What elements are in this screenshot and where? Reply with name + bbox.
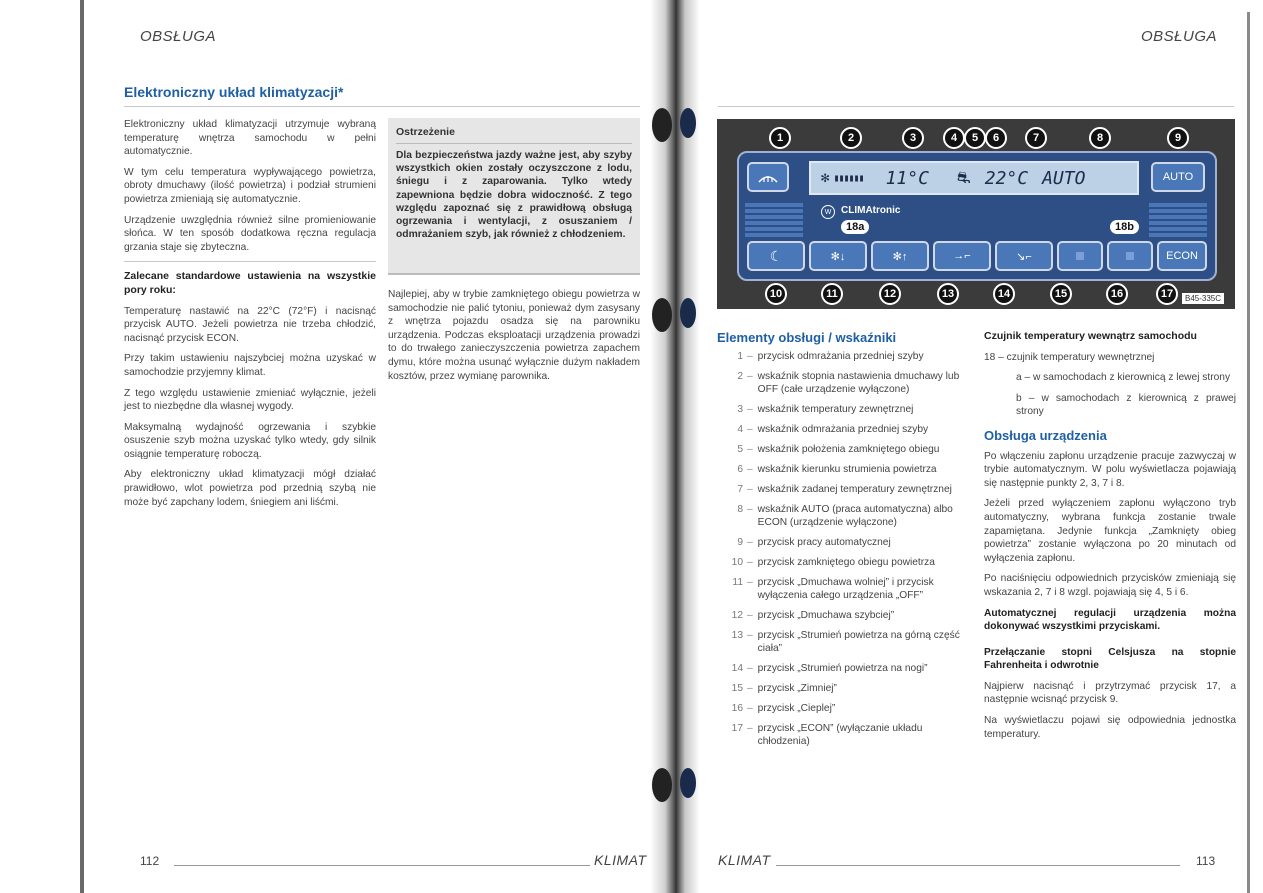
- callout-number: 3: [902, 127, 924, 149]
- airflow-feet-icon: ↘⌐: [1016, 250, 1032, 263]
- paragraph: Na wyświetlaczu pojawi się odpowiednia jednostka temperatury.: [984, 715, 1236, 740]
- warning-divider: [396, 143, 632, 144]
- label-18b: 18b: [1110, 220, 1139, 234]
- callout-number: 9: [1167, 127, 1189, 149]
- callout-number: 10: [765, 283, 787, 305]
- bold-paragraph: Automatycznej regulacji urządzenia można dokonywać wszystkimi przyciskami.: [984, 607, 1236, 633]
- airflow-upper-body-button[interactable]: [933, 241, 991, 271]
- warmer-button[interactable]: [1107, 241, 1153, 271]
- callout-number: 11: [821, 283, 843, 305]
- left-column-1: [124, 118, 376, 516]
- right-air-vent: [1149, 203, 1207, 237]
- footer-rule: [776, 865, 1180, 866]
- footer-rule: [174, 865, 590, 866]
- binder-hole: [652, 768, 672, 802]
- callout-number: 5: [964, 127, 986, 149]
- list-item: 17 – przycisk „ECON” (wyłączanie układu chłodzenia): [731, 723, 923, 747]
- callout-number: 7: [1025, 127, 1047, 149]
- paragraph: Jeżeli przed wyłączeniem zapłonu wyłączono tryb automatyczny, wybrana funkcja zostanie trwale zapamiętana. Jedynie funkcja „Zamknięty obieg powietrza” zostanie wyłączona po 20 minutach od wyłączenia zapłonu.: [984, 498, 1236, 564]
- list-item: 3 – wskaźnik temperatury zewnętrznej: [737, 404, 914, 415]
- list-item: 4 – wskaźnik odmrażania przedniej szyby: [737, 424, 929, 435]
- header-rule: [718, 106, 1234, 107]
- right-page-header: OBSŁUGA: [1141, 28, 1218, 45]
- callout-number: 15: [1050, 283, 1072, 305]
- operation-title: Obsługa urządzenia: [984, 427, 1107, 443]
- binder-hole: [680, 768, 696, 798]
- defrost-button[interactable]: [747, 162, 789, 192]
- airflow-upper-icon: →⌐: [953, 250, 971, 262]
- list-item: 6 – wskaźnik kierunku strumienia powietrza: [737, 464, 937, 475]
- paragraph: Aby elektroniczny układ klimatyzacji mógł działać prawidłowo, wlot powietrza pod przednią szybą nie może być zapchany lodem, śniegiem ani liśćmi.: [124, 469, 376, 508]
- callout-number: 1: [769, 127, 791, 149]
- list-item: 12 – przycisk „Dmuchawa szybciej”: [731, 610, 895, 621]
- fahrenheit-title: Przełączanie stopni Celsjusza na stopnie Fahrenheita i odwrotnie: [984, 646, 1236, 672]
- fan-slower-button[interactable]: [809, 241, 867, 271]
- paragraph: Najpierw nacisnąć i przytrzymać przycisk 17, a następnie wcisnąć przycisk 9.: [984, 680, 1236, 706]
- list-item: 7 – wskaźnik zadanej temperatury zewnętrznej: [737, 484, 952, 495]
- warmer-icon: [1126, 252, 1134, 260]
- vw-logo: W: [821, 205, 835, 219]
- warning-text: Dla bezpieczeństwa jazdy ważne jest, aby szyby wszystkich okien zostały oczyszczone z lodu, śniegu i z zaparowania. Tylko wtedy zapewniona będzie dobra widoczność. Z tego względu zapoznać się z prawidłową obsługą ogrzewania i wentylacji, z osuszaniem / odmrażaniem szyb, jak również z chłodzeniem.: [396, 150, 632, 241]
- label-18a: 18a: [841, 220, 869, 234]
- warning-box: [388, 118, 640, 275]
- brand-label: CLIMAtronic: [841, 205, 901, 216]
- list-item: 10 – przycisk zamkniętego obiegu powietrza: [731, 557, 935, 568]
- climatronic-panel-figure: [717, 119, 1235, 309]
- warning-title: Ostrzeżenie: [396, 126, 455, 138]
- fan-icon: ✻: [821, 170, 830, 186]
- list-item: 14 – przycisk „Strumień powietrza na nogi”: [731, 663, 928, 674]
- section-title: Elektroniczny układ klimatyzacji*: [124, 84, 344, 100]
- fan-up-icon: ✻↑: [892, 250, 908, 263]
- callout-number: 13: [937, 283, 959, 305]
- sensor-item-a: a – w samochodach z kierownicą z lewej strony: [1016, 372, 1231, 384]
- callout-number: 2: [840, 127, 862, 149]
- paragraph: Po naciśnięciu odpowiednich przycisków zmieniają się wskazania 2, 7 i 8 wzgl. pojawiają się 4, 5 i 6.: [984, 573, 1236, 598]
- sensor-item-b: b – w samochodach z kierownicą z prawej strony: [1016, 392, 1236, 418]
- fan-faster-button[interactable]: [871, 241, 929, 271]
- recirculation-button[interactable]: [747, 241, 805, 271]
- right-column: [984, 330, 1236, 748]
- mode-readout: AUTO: [1042, 167, 1086, 189]
- callout-number: 16: [1106, 283, 1128, 305]
- windshield-defrost-icon: [757, 170, 779, 184]
- callout-number: 6: [985, 127, 1007, 149]
- image-code: B45-335C: [1182, 293, 1224, 304]
- binder-hole: [652, 108, 672, 142]
- sensor-item: 18 – czujnik temperatury wewnętrznej: [984, 351, 1155, 363]
- auto-button[interactable]: AUTO: [1151, 162, 1205, 192]
- callout-number: 14: [993, 283, 1015, 305]
- sensor-title: Czujnik temperatury wewnątrz samochodu: [984, 330, 1197, 342]
- right-footer-title: KLIMAT: [718, 852, 771, 868]
- paragraph: Urządzenie uwzględnia również silne promieniowanie słońca. W ten sposób dodatkowa ręczna regulacja grzania staje się zbyteczna.: [124, 214, 376, 253]
- binder-hole: [652, 298, 672, 332]
- title-rule: [124, 106, 640, 107]
- left-air-vent: [745, 203, 803, 237]
- fan-down-icon: ✻↓: [830, 250, 846, 263]
- fan-level-bars: ▮▮▮▮▮▮: [833, 172, 864, 184]
- left-column-2: Najlepiej, aby w trybie zamkniętego obiegu powietrza w samochodzie nie palić tytoniu, ponieważ dym zasysany z wnętrza pojazdu osadza się na parowniku urządzenia. Podczas eksploatacji urządzenia prowadzi to do trwałego zanieczyszczenia powietrza zapachem dymu, które można usunąć wyłącznie dużym nakładem kosztów, przez wymianę parownika.: [388, 289, 640, 382]
- paragraph: Maksymalną wydajność ogrzewania i szybkie osuszenie szyb można uzyskać tylko wtedy, gdy silnik osiągnie temperaturę roboczą.: [124, 421, 376, 460]
- paragraph: Z tego względu ustawienie zmieniać wyłącznie, jeżeli jest to niezbędne dla własnej wygody.: [124, 387, 376, 413]
- divider: [124, 261, 376, 262]
- right-page-edge: [1247, 12, 1250, 893]
- paragraph: Elektroniczny układ klimatyzacji utrzymuje wybraną temperaturę wnętrza samochodu w pełni automatycznie.: [124, 119, 376, 158]
- list-item: 2 – wskaźnik stopnia nastawienia dmuchawy lub OFF (całe urządzenie wyłączone): [737, 371, 960, 395]
- colder-button[interactable]: [1057, 241, 1103, 271]
- subheading: Zalecane standardowe ustawienia na wszystkie pory roku:: [124, 270, 376, 296]
- list-item: 1 – przycisk odmrażania przedniej szyby: [737, 351, 924, 362]
- colder-icon: [1076, 252, 1084, 260]
- outside-temp-readout: 11°C: [885, 167, 929, 189]
- paragraph: Temperaturę nastawić na 22°C (72°F) i nacisnąć przycisk AUTO. Jeżeli powietrza nie trzeba chłodzić, nacisnąć przycisk ECON.: [124, 305, 376, 344]
- seat-airflow-icon: ⛐: [956, 167, 971, 187]
- left-page-header: OBSŁUGA: [140, 28, 217, 45]
- callout-number: 17: [1156, 283, 1178, 305]
- recirculation-icon: ☾: [769, 247, 783, 264]
- callout-number: 8: [1089, 127, 1111, 149]
- list-item: 8 – wskaźnik AUTO (praca automatyczna) albo ECON (urządzenie wyłączone): [737, 504, 953, 528]
- elements-list: [717, 350, 975, 755]
- lcd-display: [809, 161, 1139, 195]
- list-item: 9 – przycisk pracy automatycznej: [737, 537, 891, 548]
- binder-hole: [680, 108, 696, 138]
- elements-title: Elementy obsługi / wskaźniki: [717, 330, 897, 345]
- list-item: 11 – przycisk „Dmuchawa wolniej” i przycisk wyłączenia całego urządzenia „OFF”: [732, 577, 934, 601]
- list-item: 5 – wskaźnik położenia zamkniętego obiegu: [737, 444, 940, 455]
- list-item: 16 – przycisk „Cieplej”: [731, 703, 836, 714]
- left-page-number: 112: [140, 854, 160, 868]
- set-temp-readout: 22°C: [984, 167, 1029, 189]
- left-footer-title: KLIMAT: [594, 852, 647, 868]
- callout-number: 12: [879, 283, 901, 305]
- paragraph: Po włączeniu zapłonu urządzenie pracuje zazwyczaj w trybie automatycznym. W polu wyświetlacza pojawiają się następnie punkty 2, 3, 7 i 8.: [984, 450, 1236, 489]
- paragraph: Przy takim ustawieniu najszybciej można uzyskać w samochodzie przyjemny klimat.: [124, 353, 376, 378]
- binder-hole: [680, 298, 696, 328]
- list-item: 15 – przycisk „Zimniej”: [731, 683, 837, 694]
- list-item: 13 – przycisk „Strumień powietrza na górną część ciała”: [731, 630, 960, 654]
- paragraph: W tym celu temperatura wypływającego powietrza, obroty dmuchawy (ilość powietrza) i podział strumieni powietrza zmieniają się automatycznie.: [124, 166, 376, 205]
- econ-button[interactable]: ECON: [1157, 241, 1207, 271]
- left-page-edge: [80, 0, 84, 893]
- right-page-number: 113: [1196, 854, 1216, 868]
- airflow-feet-button[interactable]: [995, 241, 1053, 271]
- callout-number: 4: [943, 127, 965, 149]
